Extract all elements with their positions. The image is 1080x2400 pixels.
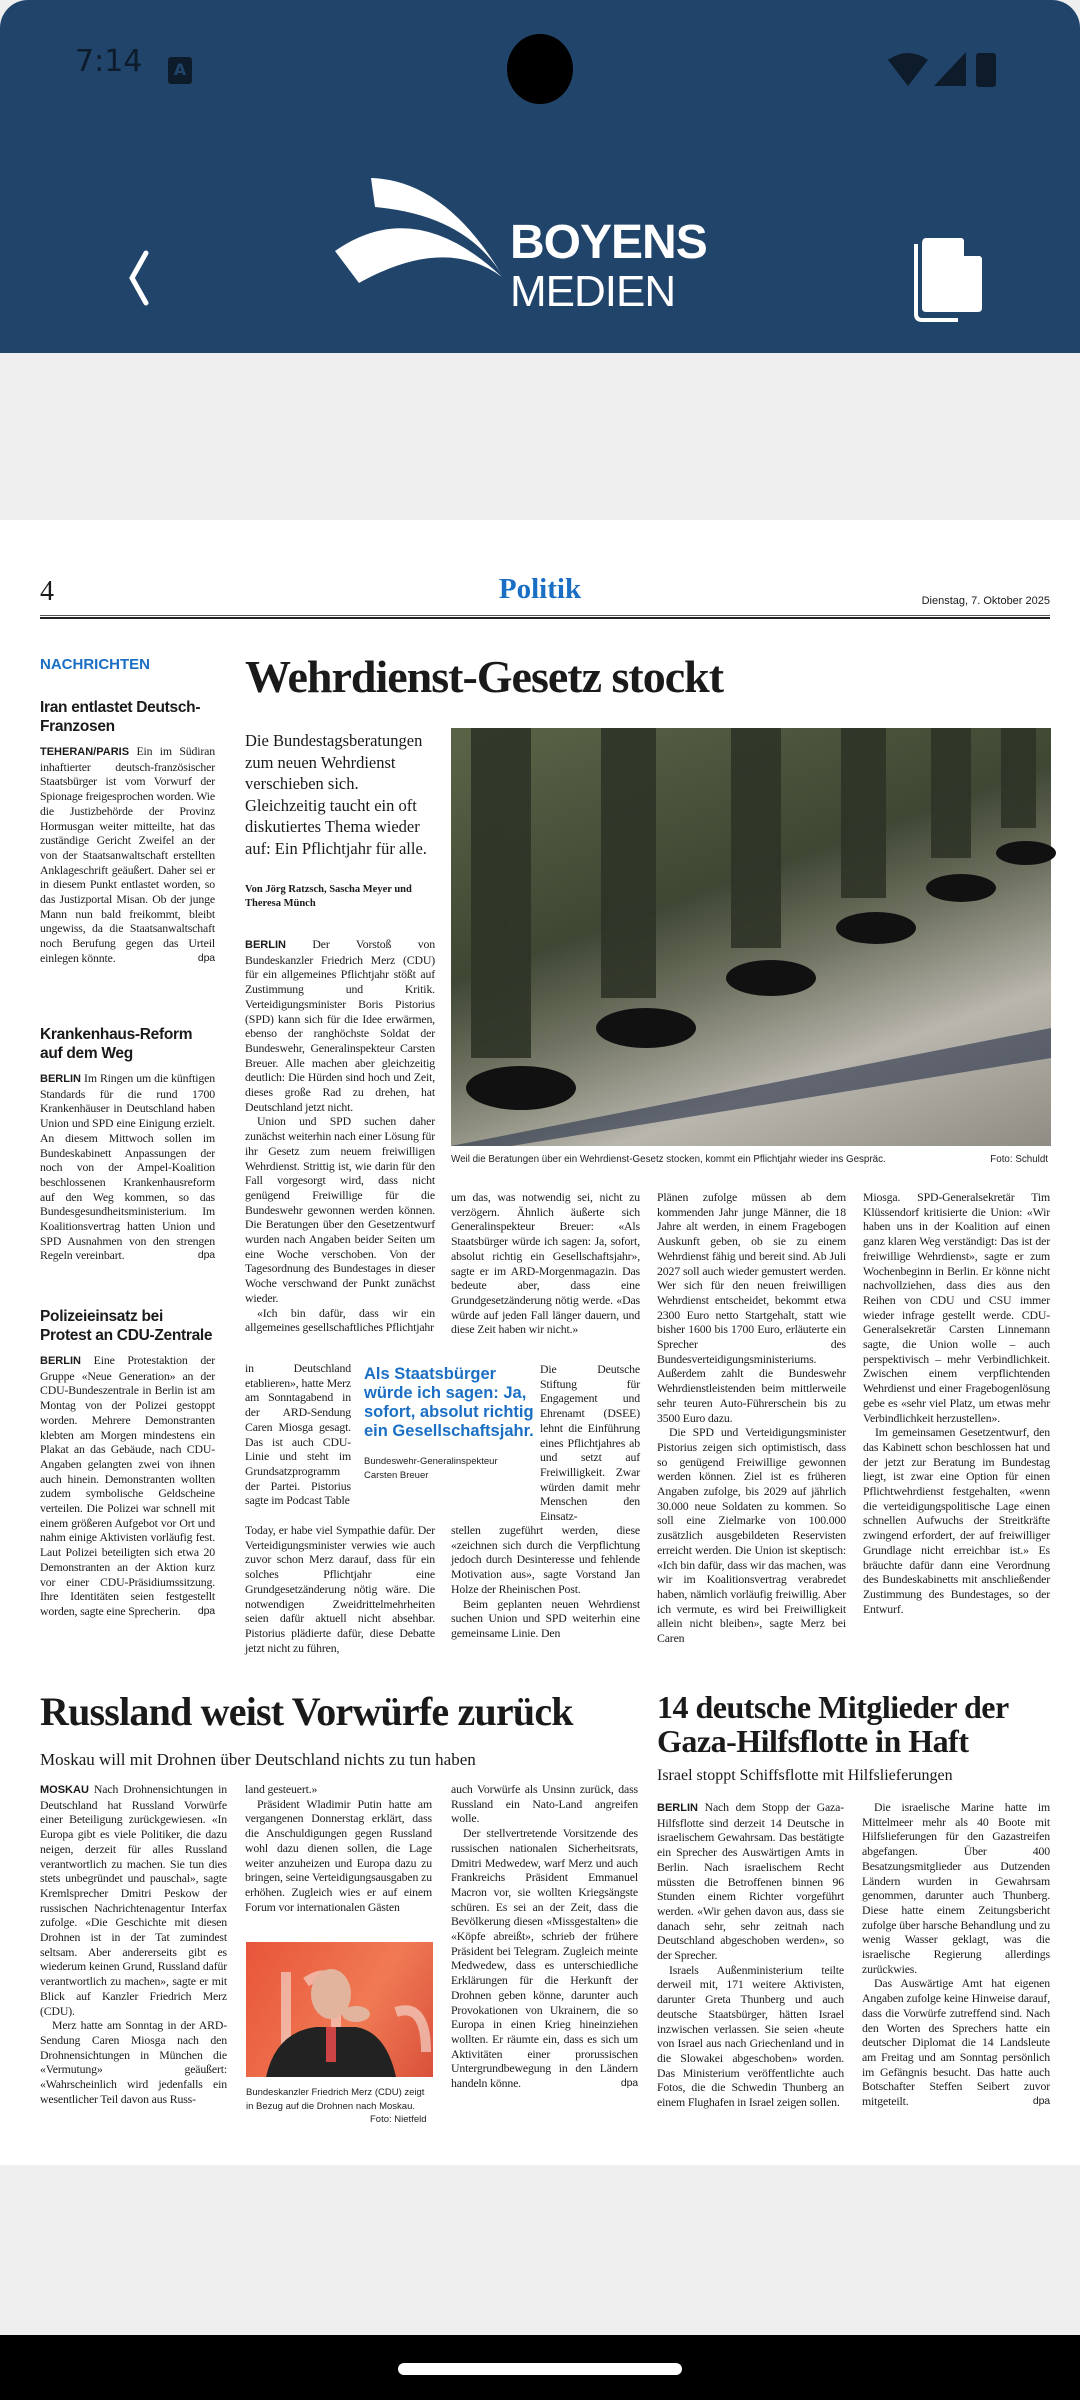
russia-column-3 xyxy=(451,1782,638,2127)
paragraph: Beim geplanten neuen Wehrdienst suchen Union und SPD weiterhin eine gemeinsame Linie. Den xyxy=(451,1596,640,1640)
lead-headline[interactable]: Wehrdienst-Gesetz stockt xyxy=(245,651,724,702)
back-chevron-icon[interactable] xyxy=(118,245,158,305)
source: dpa xyxy=(1032,2095,1050,2108)
dateline: BERLIN xyxy=(245,939,286,951)
lead-photo-caption: Weil die Beratungen über ein Wehrdienst-Gesetz stocken, kommt ein Pflichtjahr wieder ins Gespräc. xyxy=(451,1154,886,1165)
gaza-column-2 xyxy=(862,1800,1050,2125)
lead-column-a2: in Deutschland etablieren», hatte Merz am Sonntagabend in der ARD-Sendung Caren Miosga gesagt. Das ist auch CDU-Linie und steht im Grundsatzprogramm der Partei. Pistorius sagte im Podcast Table xyxy=(245,1361,351,1508)
brief-headline: Iran entlastet Deutsch-Franzosen xyxy=(40,699,201,735)
paragraph: Der Vorstoß von Bundeskanzler Friedrich Merz (CDU) für ein allgemeines Pflichtjahr stößt auf Zustimmung und Kritik. Verteidigungsminister Boris Pistorius (SPD) kann sich für die Idee erwärmen, ebenso der ranghöchste Soldat der Bundeswehr, Generalinspekteur Carsten Breuer. Alle machen aber gleichzeitig deutlich: Die Hürden sind hoch und Zeit, dieses große Rad zu drehen, hat Deutschland jetzt nicht. xyxy=(245,937,435,1114)
gaza-subheadline: Israel stoppt Schiffsflotte mit Hilfslieferungen xyxy=(657,1767,953,1784)
header-rule xyxy=(40,615,1050,619)
signal-icon xyxy=(934,52,966,86)
lead-photo-soldiers[interactable] xyxy=(451,728,1051,1146)
paragraph: Das Auswärtige Amt hat eigenen Angaben zufolge keine Hinweise darauf, dass die Vorwürfe zutreffend sind. Nach den Worten des Sprechers hatte ein deutscher Diplomat die 14 Landsleute am Freitag und am Sonntag persönlich im Gefängnis besucht. Das hatte auch Botschafter Steffen Seibert zuvor mitgeteilt. xyxy=(862,1976,1050,2109)
merz-photo[interactable] xyxy=(246,1942,433,2077)
paragraph: Präsident Wladimir Putin hatte am vergangenen Donnerstag erklärt, dass die Anschuldigungen gegen Russland wohl dazu dienen sollen, die Lage weiter anzuheizen und Europa dazu zu bringen, seine Verteidigungsausgaben zu erhöhen. Zugleich wies er auf einem Forum vor internationalen Gästen xyxy=(245,1796,432,1914)
sidebar-label: NACHRICHTEN xyxy=(40,656,150,673)
lead-column-b2: Die Deutsche Stiftung für Engagement und Ehrenamt (DSEE) lehnt die Einführung eines Pflichtjahres ab und setzt auf Freiwilligkeit. Zwar würden damit mehr Menschen den Einsatz- xyxy=(540,1362,640,1524)
pages-overview-icon[interactable] xyxy=(908,232,984,322)
dateline: BERLIN xyxy=(40,1355,81,1367)
issue-date: Dienstag, 7. Oktober 2025 xyxy=(921,595,1050,607)
wifi-icon xyxy=(888,52,928,86)
paragraph: stellen zugeführt werden, diese «zeichnen sich durch die Verpflichtung jedoch durch Desinteresse und fehlende Motivation aus», sagte Vorstand Jan Holze der Rheinischen Post. xyxy=(451,1523,640,1596)
merz-photo-credit: Foto: Nietfeld xyxy=(370,2114,427,2125)
status-time: 7:14 xyxy=(75,44,143,79)
merz-photo-caption: Bundeskanzler Friedrich Merz (CDU) zeigt in Bezug auf die Drohnen nach Moskau. xyxy=(246,2087,425,2112)
boyens-medien-logo xyxy=(335,175,755,325)
dateline: BERLIN xyxy=(40,1073,81,1085)
dateline: BERLIN xyxy=(657,1802,698,1814)
paragraph: Plänen zufolge müssen ab dem kommenden Jahr junge Männer, die 18 Jahre alt werden, in einem Fragebogen Auskunft geben, ob sie zu einem Wehrdienst fähig und bereit sind. Ab Juli 2027 soll auch wieder gemustert werden. Wer sich für den neuen freiwilligen Wehrdienst entscheidet, bekommt etwa 2300 Euro netto Startgehalt, statt wie bisher 1600 bis 1700 Euro, erläuterte ein Sprecher des Bundesverteidigungsministeriums. Außerdem zahlt die Bundeswehr Wehrdienstleistenden beim mittlerweile sehr teuren Auto-Führerschein bis zu 3500 Euro dazu. xyxy=(657,1190,846,1425)
paragraph: Die SPD und Verteidigungsminister Pistorius zeigen sich optimistisch, dass so genügend Freiwillige gewonnen werden können. Ziel ist es früheren Angaben zufolge, bis 2029 auf jährlich 30.000 neue Soldaten zu kommen. So soll eine Zielmarke von 100.000 zusätzlich ausgebildeten Reservisten erreicht werden. Die Union ist skeptisch: «Ich bin dafür, dass wir das machen, was wir im Koalitionsvertrag verabredet haben, nämlich vorläufig freiwillig. Aber ich vermute, es wird bei Freiwilligkeit allein nicht bleiben», sagte Merz bei Caren xyxy=(657,1425,846,1646)
lead-column-b1: um das, was notwendig sei, nicht zu verzögern. Ähnlich äußerte sich Generalinspekteur Breuer: «Als Staatsbürger würde ich sagen: Ja, sofort, absolut richtig ein Gesellschaftsjahr», sagte er im ARD-Morgenmagazin. Das bedeute aber, dass eine Grundgesetzänderung nötig werde. «Das würde auf jeden Fall länger dauern, und diese Zeit haben wir nicht.» xyxy=(451,1190,640,1337)
source: dpa xyxy=(197,1604,215,1617)
keyboard-notification-icon: A xyxy=(168,57,192,84)
dateline: MOSKAU xyxy=(40,1784,89,1796)
source: dpa xyxy=(197,1249,215,1262)
gaza-headline[interactable]: 14 deutsche Mitglieder der Gaza-Hilfsflotte in Haft xyxy=(657,1689,1009,1759)
lead-photo-credit: Foto: Schuldt xyxy=(990,1154,1048,1165)
lead-lede: Die Bundestagsberatungen zum neuen Wehrdienst verschieben sich. Gleichzeitig taucht ein oft diskutiertes Thema wieder auf: Ein Pflichtjahr für alle. xyxy=(245,731,427,858)
pull-quote-source: Bundeswehr-Generalinspekteur Carsten Breuer xyxy=(364,1456,498,1481)
lead-column-b3 xyxy=(451,1523,640,1640)
news-brief[interactable] xyxy=(40,1307,215,1619)
logo-text-boyens: BOYENS xyxy=(510,216,707,269)
brief-body: Im Ringen um die künftigen Standards für die rund 1700 Krankenhäuser in Deutschland haben Union und SPD eine Einigung erzielt. An diesem Mittwoch sollen im Bundeskabinett Anpassungen der noch von der Ampel-Koalition beschlossenen Krankenhausreform auf den Weg kommen, so das Bundesgesundheitsministerium. Im Koalitionsvertrag hatten Union und SPD Ausnahmen von den strengen Regeln vereinbart. xyxy=(40,1071,215,1263)
paragraph: Nach Drohnensichtungen in Deutschland hat Russland Vorwürfe einer Beteiligung zurückgewiesen. «In Europa gibt es viele Politiker, die dazu neigen, derzeit für alles Russland verantwortlich zu machen. Sie tun dies stets unbegründet und pauschal», sagte Kremlsprecher Dmitri Peskow der russischen Nachrichtenagentur Interfax zufolge. «Die Geschichte mit diesen Drohnen ist in der Tat zumindest seltsam. Aber andererseits gibt es wiederum keinen Grund, Russland dafür verantwortlich zu machen», sagte er mit Blick auf Kanzler Friedrich Merz (CDU). xyxy=(40,1782,227,2018)
news-brief[interactable] xyxy=(40,1025,215,1263)
brief-headline: Polizeieinsatz bei Protest an CDU-Zentrale xyxy=(40,1308,213,1344)
lead-column-d xyxy=(863,1190,1050,1623)
russia-column-2 xyxy=(245,1782,432,1932)
source: dpa xyxy=(197,951,215,964)
source: dpa xyxy=(620,2077,638,2090)
page-number: 4 xyxy=(40,576,54,607)
paragraph: Merz hatte am Sonntag in der ARD-Sendung Caren Miosga nach den Drohnensichtungen in München die «Vermutung» geäußert: «Wahrscheinlich wird jedenfalls ein wesentlicher Teil davon aus Russ- xyxy=(40,2018,227,2106)
brief-headline: Krankenhaus-Reform auf dem Weg xyxy=(40,1026,193,1062)
russia-column-1 xyxy=(40,1782,227,2122)
paragraph: Nach dem Stopp der Gaza-Hilfsflotte sind derzeit 14 Deutsche in israelischem Gewahrsam. Das bestätigte ein Sprecher des Auswärtigen Amts in Berlin. Nach israelischem Recht müssten die Betroffenen binnen 96 Stunden einem Richter vorgeführt werden. «Wir gehen davon aus, dass sie danach sehr, sehr zeitnah nach Deutschland abgeschoben werden», so der Sprecher. xyxy=(657,1800,844,1963)
news-brief[interactable] xyxy=(40,698,215,966)
paragraph: Im gemeinsamen Gesetzentwurf, den das Kabinett schon beschlossen hat und der jetzt zur Beratung im Bundestag liegt, ist zwar eine Option für einen Pflichtwehrdienst festgehalten, «wenn die verteidigungspolitische Lage einen schnellen Aufwuchs der Streitkräfte zwingend erfordert, der auf freiwilliger Grundlage nicht erreichbar ist.» Es bräuchte dafür dann eine Verordnung des Bundeskabinetts mit anschließender Zustimmung des Bundestages, so der Entwurf. xyxy=(863,1425,1050,1616)
paragraph: Der stellvertretende Vorsitzende des russischen nationalen Sicherheitsrats, Dmitri Medwedew, warf Merz und auch Frankreichs Präsident Emmanuel Macron vor, sie wollten Kriegsängste schüren. Es sei an der Zeit, dass die Bevölkerung diesen «Missgestalten» die «Köpfe abreißt», schrieb der frühere Präsident bei Telegram. Zugleich meinte Medwedew, dass es unterschiedliche Erklärungen für die Herkunft der Drohnen geben könne, darunter auch Provokationen von Ukrainern, die so Europa in einen Krieg hineinziehen wollten. Er räumte ein, dass es sich um Aktivitäten einer prorussischen Untergrundbewegung in den Ländern handeln könne. xyxy=(451,1826,638,2091)
lead-column-a1 xyxy=(245,937,435,1361)
paragraph: «Ich bin dafür, dass wir ein allgemeines gesellschaftliches Pflichtjahr xyxy=(245,1305,435,1335)
home-gesture-handle[interactable] xyxy=(398,2363,682,2375)
dateline: TEHERAN/PARIS xyxy=(40,746,130,758)
soldier-boots-graphic xyxy=(451,728,1051,1146)
russia-subheadline: Moskau will mit Drohnen über Deutschland nichts zu tun haben xyxy=(40,1750,476,1769)
section-title: Politik xyxy=(498,573,582,605)
lead-column-a3: Today, er habe viel Sympathie dafür. Der Verteidigungsminister verwies wie auch zuvor schon Merz darauf, dass für ein solches Pflichtjahr eine Grundgesetzänderung nötig wäre. Die notwendigen Zweidrittelmehrheiten seien dafür aktuell nicht absehbar. Pistorius plädierte dafür, diese Debatte jetzt nicht zu führen, xyxy=(245,1523,435,1655)
paragraph: auch Vorwürfe als Unsinn zurück, dass Russland ein Nato-Land angreifen wolle. xyxy=(451,1782,638,1826)
camera-cutout xyxy=(507,34,573,104)
logo-text-medien: MEDIEN xyxy=(510,267,676,316)
battery-icon xyxy=(976,53,996,87)
russia-headline[interactable]: Russland weist Vorwürfe zurück xyxy=(40,1689,573,1734)
pull-quote: Als Staatsbürger würde ich sagen: Ja, sofort, absolut richtig ein Gesellschaftsjahr. xyxy=(364,1365,534,1440)
merz-photo-graphic xyxy=(246,1942,433,2077)
paragraph: land gesteuert.» xyxy=(245,1782,318,1796)
gaza-column-1 xyxy=(657,1800,844,2125)
brief-body: Ein im Südiran inhaftierter deutsch-französischer Staatsbürger ist vom Vorwurf der Spionage freigesprochen worden. Wie die Justizbehörde der Provinz Hormusgan weiter mitteilte, hat das zuständige Gericht Zweifel an der von der Staatsanwaltschaft erstellten Anklageschrift geäußert. Daher sei er in diesem Punkt entlastet worden, so das Justizportal Misan. Ob der junge Mann nun bald freikommt, bleibt ungewiss, da die Staatsanwaltschaft noch Berufung gegen das Urteil einlegen könnte. xyxy=(40,744,215,965)
lead-column-c xyxy=(657,1190,846,1646)
logo-sails-icon xyxy=(335,175,510,325)
paragraph: Miosga. SPD-Generalsekretär Tim Klüssendorf kritisierte die Union: «Wir haben uns in der Koalition auf einen ganz klaren Weg verständigt: Das ist der freiwillige Wehrdienst», sagte er zum Wochenbeginn in Berlin. Er könne nicht nachvollziehen, dass dies aus den Reihen von CDU und CSU immer wieder infrage gestellt werde. CDU-Generalsekretär Carsten Linnemann sagte, die Union wolle – auch perspektivisch – mehr Verbindlichkeit. Zwischen einem verpflichtenden Wehrdienst und einer Fragebogenlösung gebe es «sehr viel Platz, um etwas mehr Verbindlichkeit herzustellen». xyxy=(863,1190,1050,1425)
paragraph: Israels Außenministerium teilte derweil mit, 171 weitere Aktivisten, darunter Greta Thunberg und auch deutsche Staatsbürger, hätten Israel inzwischen verlassen. Sie seien «heute von Israel aus nach Griechenland und in die Slowakei abgeschoben» worden. Das Ministerium veröffentlichte auch Fotos, die die Schwedin Thunberg an einem Flughafen in Israel zeigen sollen. xyxy=(657,1962,844,2110)
brief-body: Eine Protestaktion der Gruppe «Neue Generation» an der CDU-Bundeszentrale in Berlin ist am Montag von der Polizei gestoppt worden. Mehrere Demonstranten klebten am Morgen mindestens ein Plakat an das Gebäude, nach CDU-Angaben gelangten zwei von ihnen auch hinein. Demonstranten wollten zudem symbolische Geldscheine verteilen. Die Polizei war schnell mit einem größeren Aufgebot vor Ort und nahm einige Aktivisten vorläufig fest. Laut Polizei beteiligten sich etwa 20 Demonstranten an der Aktion kurz vor einer CDU-Präsidiumssitzung. Ihre Identitäten seien festgestellt worden, sagte eine Sprecherin. xyxy=(40,1353,215,1618)
paragraph: Die israelische Marine hatte im Mittelmeer mehr als 40 Boote mit Hilfslieferungen für den Gazastreifen abgefangen. Über 400 Besatzungsmitglieder aus Dutzenden Ländern wurden in Gewahrsam genommen, darunter auch Thunberg. Diese hatte einem Zeitungsbericht zufolge über harsche Behandlung und zu wenig Wasser geklagt, was die israelische Regierung allerdings zurückwies. xyxy=(862,1800,1050,1976)
byline: Von Jörg Ratzsch, Sascha Meyer und Theresa Münch xyxy=(245,884,412,909)
paragraph: Union und SPD suchen daher zunächst weiterhin nach einer Lösung für ihr Gesetz zum neuem freiwilligen Wehrdienst. Strittig ist, wie darin für den Fall vorgesorgt wird, dass nicht genügend Freiwillige für die Bundeswehr gewonnen werden können. Die Beratungen über den Gesetzentwurf wurden nach Angaben beider Seiten um eine Woche verschoben. Von der Tagesordnung des Bundestages in dieser Woche verschwand der Punkt zunächst wieder. xyxy=(245,1114,435,1305)
